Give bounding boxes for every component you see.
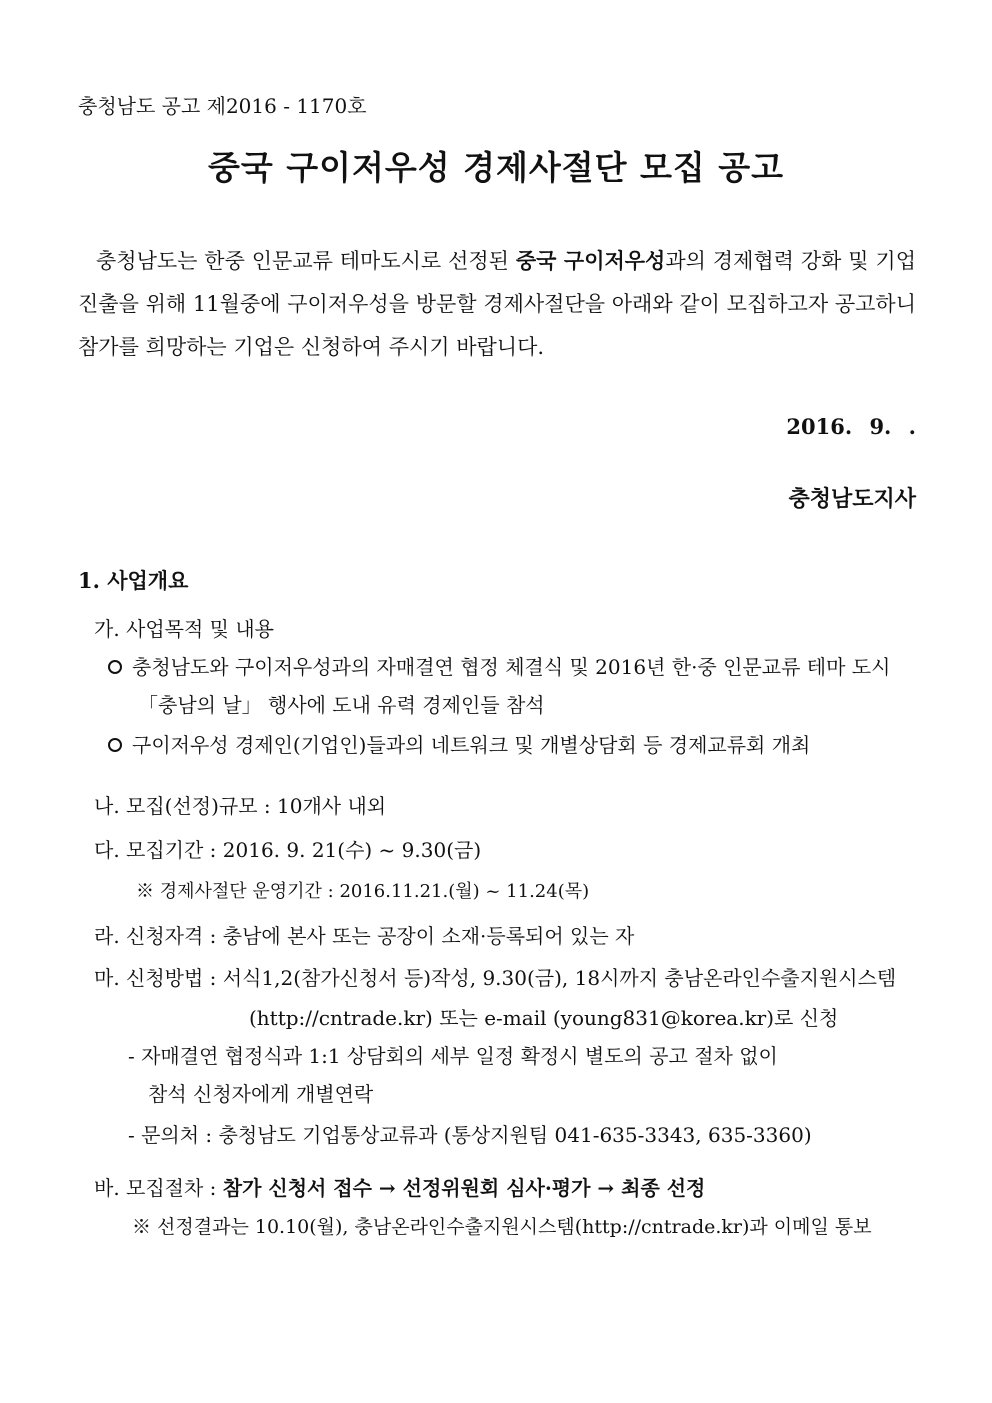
section-heading: 1. 사업개요 bbox=[78, 568, 189, 593]
intro-highlight: 중국 구이저우성 bbox=[515, 249, 666, 273]
intro-text-1: 충청남도는 한중 인문교류 테마도시로 선정된 bbox=[96, 249, 516, 273]
page-title: 중국 구이저우성 경제사절단 모집 공고 bbox=[207, 148, 784, 187]
bullet-1-text: 충청남도와 구이저우성과의 자매결연 협정 체결식 및 2016년 한·중 인문교류 테마 도시 bbox=[132, 655, 891, 679]
bullet-item-2 bbox=[108, 729, 810, 758]
item-ba-note: ※ 선정결과는 10.10(월), 충남온라인수출지원시스템(http://cntrade.kr)과 이메일 통보 bbox=[132, 1216, 872, 1238]
intro-text-2: 과의 경제협력 강화 및 기업 진출을 위해 11월중에 구이저우성을 방문할 경제사절단을 아래와 같이 모집하고자 공고하니 참가를 희망하는 기업은 신청하여 주시기 바랍니다. bbox=[78, 249, 916, 359]
item-na: 나. 모집(선정)규모 : 10개사 내외 bbox=[94, 794, 387, 818]
item-ba-process: 참가 신청서 접수 → 선정위원회 심사·평가 → 최종 선정 bbox=[222, 1176, 706, 1200]
bullet-2-text: 구이저우성 경제인(기업인)들과의 네트워크 및 개별상담회 등 경제교류회 개최 bbox=[132, 733, 811, 757]
item-ma-line1: 마. 신청방법 : 서식1,2(참가신청서 등)작성, 9.30(금), 18시까지 충남온라인수출지원시스템 bbox=[94, 966, 897, 990]
item-da: 다. 모집기간 : 2016. 9. 21(수) ~ 9.30(금) bbox=[94, 838, 482, 862]
item-ma-dash1-cont: 참석 신청자에게 개별연락 bbox=[148, 1082, 374, 1106]
item-ga-label: 가. 사업목적 및 내용 bbox=[94, 617, 274, 641]
bullet-item-1 bbox=[108, 651, 890, 680]
notice-number: 충청남도 공고 제2016 - 1170호 bbox=[78, 94, 367, 118]
item-ba bbox=[94, 1172, 705, 1201]
item-ma-dash1: - 자매결연 협정식과 1:1 상담회의 세부 일정 확정시 별도의 공고 절차 없이 bbox=[128, 1044, 778, 1068]
item-ma-line2: (http://cntrade.kr) 또는 e-mail (young831@korea.kr)로 신청 bbox=[249, 1006, 839, 1030]
circle-bullet-icon bbox=[108, 660, 122, 674]
signer: 충청남도지사 bbox=[788, 486, 916, 512]
item-ba-label: 바. 모집절차 : bbox=[94, 1176, 223, 1200]
intro-paragraph bbox=[78, 240, 916, 369]
circle-bullet-icon bbox=[108, 738, 122, 752]
item-ra: 라. 신청자격 : 충남에 본사 또는 공장이 소재·등록되어 있는 자 bbox=[94, 924, 635, 948]
item-da-note: ※ 경제사절단 운영기간 : 2016.11.21.(월) ~ 11.24(목) bbox=[136, 881, 590, 902]
notice-date: 2016. 9. . bbox=[786, 414, 916, 439]
item-ma-dash2: - 문의처 : 충청남도 기업통상교류과 (통상지원팀 041-635-3343, 635-3360) bbox=[128, 1123, 812, 1147]
bullet-1-text-cont: 「충남의 날」 행사에 도내 유력 경제인들 참석 bbox=[138, 693, 545, 717]
